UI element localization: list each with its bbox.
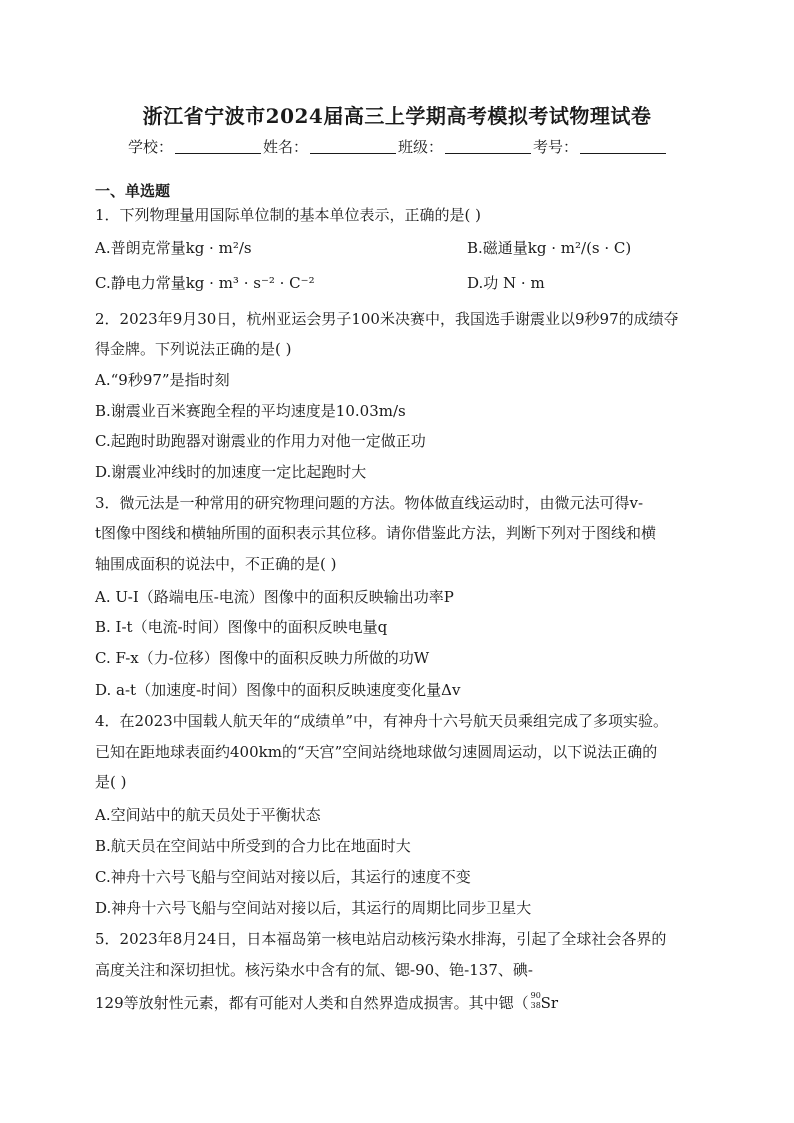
number-blank[interactable] [580,139,666,154]
q4-stem-line1: 4．在2023中国载人航天年的“成绩单”中，有神舟十六号航天员乘组完成了多项实验。 [95,712,669,730]
name-field[interactable] [263,136,396,157]
q4-stem-line2: 已知在距地球表面约400km的“天宫”空间站绕地球做匀速圆周运动，以下说法正确的 [95,743,658,761]
q2-option-d[interactable]: D.谢震业冲线时的加速度一定比起跑时大 [95,463,367,481]
number-label: 考号： [533,138,579,156]
q3-stem-line2: t图像中图线和横轴所围的面积表示其位移。请你借鉴此方法，判断下列对于图线和横 [95,524,657,542]
school-label: 学校： [127,138,173,156]
q2-stem-line1: 2．2023年9月30日，杭州亚运会男子100米决赛中，我国选手谢震业以9秒97的成绩夺 [95,310,679,328]
q3-option-a[interactable]: A. U-I（路端电压-电流）图像中的面积反映输出功率P [95,588,454,606]
q4-option-d[interactable]: D.神舟十六号飞船与空间站对接以后，其运行的周期比同步卫星大 [95,899,532,917]
q5-stem-line3-text: 129等放射性元素，都有可能对人类和自然界造成损害。其中锶（ [95,994,529,1012]
q5-stem-line1: 5．2023年8月24日，日本福岛第一核电站启动核污染水排海，引起了全球社会各界的 [95,930,667,948]
number-field[interactable] [533,136,666,157]
school-blank[interactable] [175,139,261,154]
name-label: 姓名： [262,138,308,156]
q5-stem-line2: 高度关注和深切担忧。核污染水中含有的氚、锶-90、铯-137、碘- [95,961,533,979]
nuclide-mass-number: 90 [530,991,541,1000]
q1-options-row2 [95,273,705,293]
page-title: 浙江省宁波市2024届高三上学期高考模拟考试物理试卷 [142,104,652,128]
q1-options-row1 [95,238,705,258]
q3-option-c[interactable]: C. F-x（力-位移）图像中的面积反映力所做的功W [95,649,430,667]
q2-stem-line2: 得金牌。下列说法正确的是( ) [95,340,292,358]
q3-option-d[interactable]: D. a-t（加速度-时间）图像中的面积反映速度变化量Δv [95,681,461,699]
q3-option-b[interactable]: B. I-t（电流-时间）图像中的面积反映电量q [95,618,388,636]
strontium-nuclide [529,991,559,1013]
q4-option-c[interactable]: C.神舟十六号飞船与空间站对接以后，其运行的速度不变 [95,868,471,886]
class-field[interactable] [398,136,531,157]
q1-stem: 1．下列物理量用国际单位制的基本单位表示，正确的是( ) [95,206,482,224]
q1-option-b[interactable]: B.磁通量kg · m²/(s · C) [467,239,632,257]
class-label: 班级： [398,138,444,156]
q4-stem-line3: 是( ) [95,773,127,791]
section-heading: 一、单选题 [95,182,171,200]
name-blank[interactable] [310,139,396,154]
q2-option-c[interactable]: C.起跑时助跑器对谢震业的作用力对他一定做正功 [95,432,426,450]
q2-option-a[interactable]: A.“9秒97”是指时刻 [95,371,230,389]
q1-option-d[interactable]: D.功 N · m [467,274,545,292]
q3-stem-line3: 轴围成面积的说法中，不正确的是( ) [95,555,337,573]
class-blank[interactable] [445,139,531,154]
nuclide-symbol: Sr [540,994,559,1012]
q4-option-b[interactable]: B.航天员在空间站中所受到的合力比在地面时大 [95,837,411,855]
q2-option-b[interactable]: B.谢震业百米赛跑全程的平均速度是10.03m/s [95,402,406,420]
q3-stem-line1: 3．微元法是一种常用的研究物理问题的方法。物体做直线运动时，由微元法可得v- [95,494,644,512]
nuclide-atomic-number: 38 [530,1001,541,1010]
q5-stem-line3 [95,993,705,1013]
q1-option-a[interactable]: A.普朗克常量kg · m²/s [95,239,252,257]
student-info-line [0,136,794,157]
q4-option-a[interactable]: A.空间站中的航天员处于平衡状态 [95,806,321,824]
q1-option-c[interactable]: C.静电力常量kg · m³ · s⁻² · C⁻² [95,274,315,292]
school-field[interactable] [128,136,261,157]
